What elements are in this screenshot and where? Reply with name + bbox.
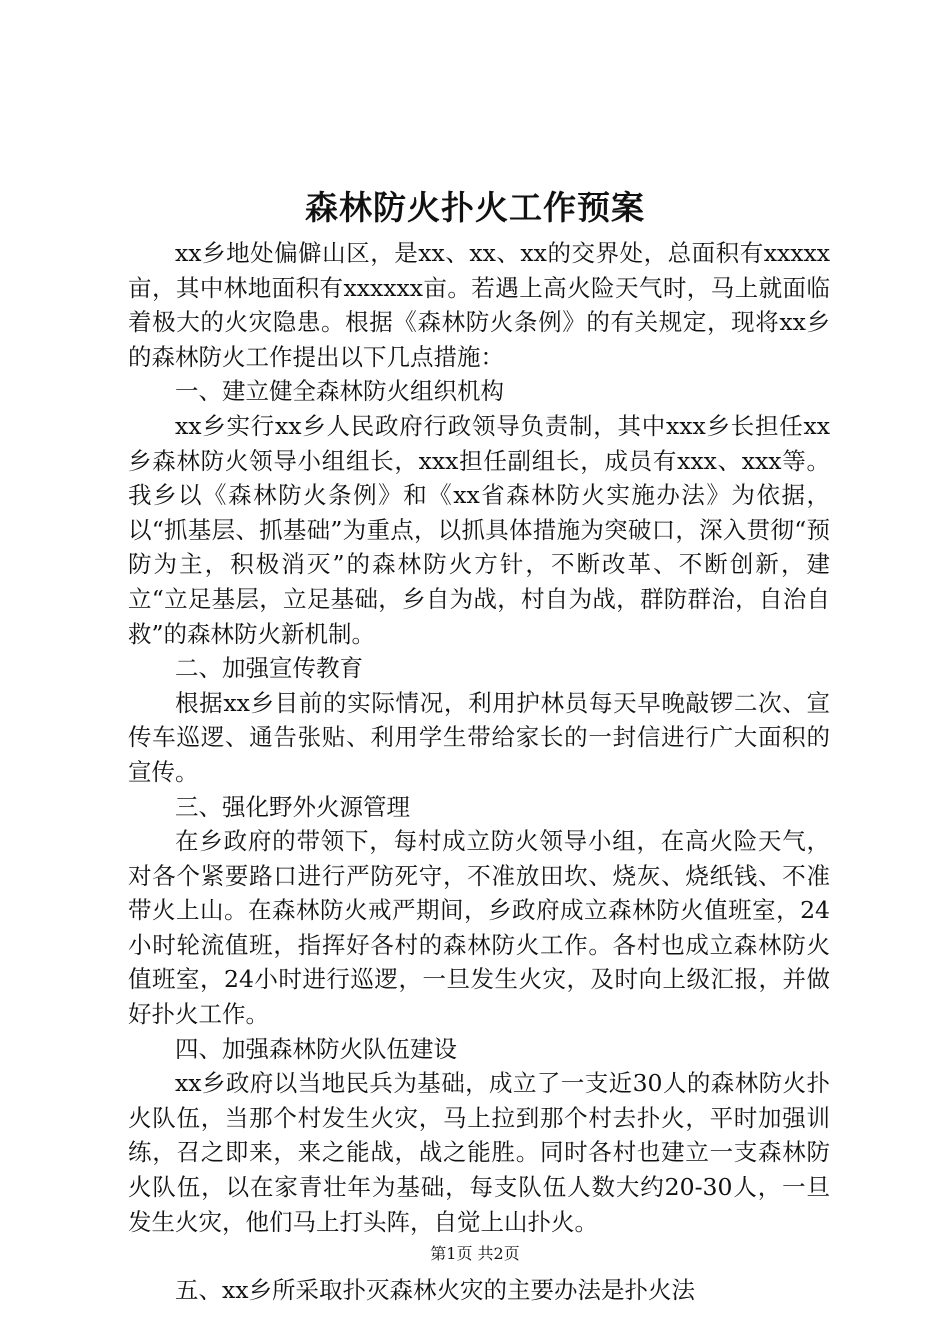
section-paragraph-2: 根据xx乡目前的实际情况，利用护林员每天早晚敲锣二次、宣传车巡逻、通告张贴、利用学生带给家长的一封信进行广大面积的宣传。 — [128, 688, 830, 786]
page-number-footer: 第1页 共2页 — [430, 1244, 520, 1263]
document-body — [128, 236, 830, 1308]
section-heading-4: 四、加强森林防火队伍建设 — [175, 1034, 457, 1063]
section-heading-1: 一、建立健全森林防火组织机构 — [175, 377, 504, 406]
section-paragraph-4: xx乡政府以当地民兵为基础，成立了一支近30人的森林防火扑火队伍，当那个村发生火灾，马上拉到那个村去扑火，平时加强训练，召之即来，来之能战，战之能胜。同时各村也建立一支森林防火队伍，以在家青壮年为基础，每支队伍人数大约20-30人，一旦发生火灾，他们马上打头阵，自觉上山扑火。 — [128, 1069, 830, 1236]
section-heading-3: 三、强化野外火源管理 — [175, 792, 410, 821]
document-title: 森林防火扑火工作预案 — [305, 188, 645, 227]
section-heading-2: 二、加强宣传教育 — [175, 654, 363, 683]
section-heading-5: 五、xx乡所采取扑灭森林火灾的主要办法是扑火法 — [175, 1276, 696, 1305]
intro-paragraph: xx乡地处偏僻山区，是xx、xx、xx的交界处，总面积有xxxxx亩，其中林地面积有xxxxxx亩。若遇上高火险天气时，马上就面临着极大的火灾隐患。根据《森林防火条例》的有关规定，现将xx乡的森林防火工作提出以下几点措施： — [128, 239, 830, 371]
section-paragraph-1: xx乡实行xx乡人民政府行政领导负责制，其中xxx乡长担任xx乡森林防火领导小组组长，xxx担任副组长，成员有xxx、xxx等。我乡以《森林防火条例》和《xx省森林防火实施办法》为依据，以“抓基层、抓基础”为重点，以抓具体措施为突破口，深入贯彻“预防为主，积极消灭”的森林防火方针，不断改革、不断创新，建立“立足基层，立足基础，乡自为战，村自为战，群防群治，自治自救”的森林防火新机制。 — [128, 411, 830, 648]
section-paragraph-3: 在乡政府的带领下，每村成立防火领导小组，在高火险天气，对各个紧要路口进行严防死守，不准放田坎、烧灰、烧纸钱、不准带火上山。在森林防火戒严期间，乡政府成立森林防火值班室，24小时轮流值班，指挥好各村的森林防火工作。各村也成立森林防火值班室，24小时进行巡逻，一旦发生火灾，及时向上级汇报，并做好扑火工作。 — [128, 827, 830, 1029]
